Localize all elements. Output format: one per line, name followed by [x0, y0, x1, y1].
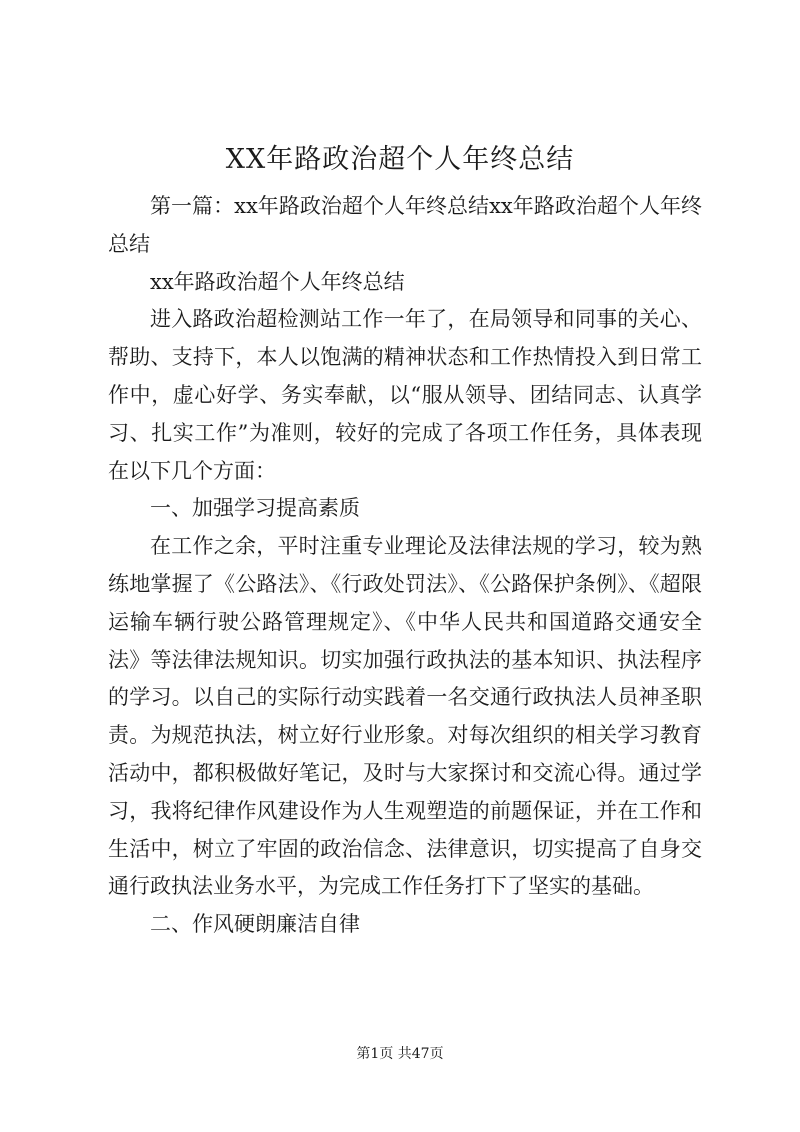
paragraph-section-1: 在工作之余，平时注重专业理论及法律法规的学习，较为熟练地掌握了《公路法》、《行政处罚法》、《公路保护条例》、《超限运输车辆行驶公路管理规定》、《中华人民共和国道路交通安全法》等法律法规知识。切实加强行政执法的基本知识、执法程序的学习。以自己的实际行动实践着一名交通行政执法人员神圣职责。为规范执法，树立好行业形象。对每次组织的相关学习教育活动中，都积极做好笔记，及时与大家探讨和交流心得。通过学习，我将纪律作风建设作为人生观塑造的前题保证，并在工作和生活中，树立了牢固的政治信念、法律意识，切实提高了自身交通行政执法业务水平，为完成工作任务打下了坚实的基础。: [108, 534, 702, 899]
section-heading-2: 二、作风硬朗廉洁自律: [150, 912, 360, 937]
paragraph-heading-part-one: 第一篇：xx年路政治超个人年终总结xx年路政治超个人年终总结: [108, 194, 702, 256]
document-title: XX年路政治超个人年终总结: [225, 144, 575, 175]
paragraph-intro: 进入路政治超检测站工作一年了，在局领导和同事的关心、帮助、支持下，本人以饱满的精神状态和工作热情投入到日常工作中，虚心好学、务实奉献，以“服从领导、团结同志、认真学习、扎实工作”为准则，较好的完成了各项工作任务，具体表现在以下几个方面：: [108, 307, 702, 483]
paragraph-subtitle: xx年路政治超个人年终总结: [150, 269, 405, 294]
section-heading-1: 一、加强学习提高素质: [150, 496, 360, 521]
document-body: [108, 188, 702, 944]
page-footer: 第1页 共47页: [356, 1046, 444, 1062]
